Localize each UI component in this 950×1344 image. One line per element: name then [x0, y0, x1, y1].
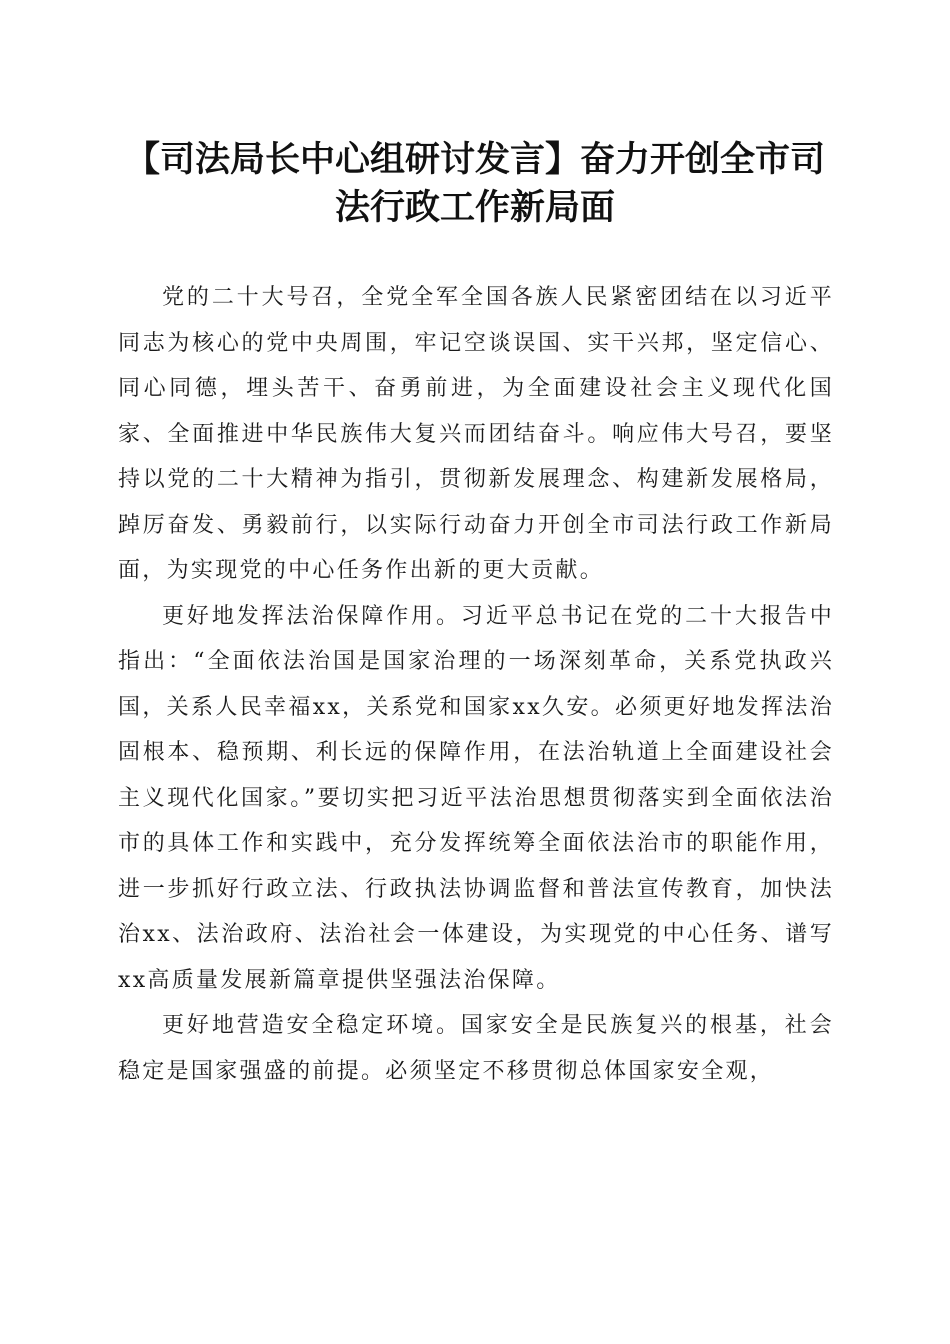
document-body	[118, 275, 834, 1094]
paragraph-3: 更好地营造安全稳定环境。国家安全是民族复兴的根基，社会稳定是国家强盛的前提。必须坚定不移贯彻总体国家安全观，	[118, 1013, 834, 1084]
paragraph-1: 党的二十大号召，全党全军全国各族人民紧密团结在以习近平同志为核心的党中央周围，牢记空谈误国、实干兴邦，坚定信心、同心同德，埋头苦干、奋勇前进，为全面建设社会主义现代化国家、全面推进中华民族伟大复兴而团结奋斗。响应伟大号召，要坚持以党的二十大精神为指引，贯彻新发展理念、构建新发展格局，踔厉奋发、勇毅前行，以实际行动奋力开创全市司法行政工作新局面，为实现党的中心任务作出新的更大贡献。	[118, 285, 834, 583]
paragraph-2: 更好地发挥法治保障作用。习近平总书记在党的二十大报告中指出：“全面依法治国是国家治理的一场深刻革命，关系党执政兴国，关系人民幸福xx，关系党和国家xx久安。必须更好地发挥法治固根本、稳预期、利长远的保障作用，在法治轨道上全面建设社会主义现代化国家。”要切实把习近平法治思想贯彻落实到全面依法治市的具体工作和实践中，充分发挥统筹全面依法治市的职能作用，进一步抓好行政立法、行政执法协调监督和普法宣传教育，加快法治xx、法治政府、法治社会一体建设，为实现党的中心任务、谱写xx高质量发展新篇章提供坚强法治保障。	[118, 603, 834, 993]
document-title: 【司法局长中心组研讨发言】奋力开创全市司法行政工作新局面	[124, 139, 825, 228]
